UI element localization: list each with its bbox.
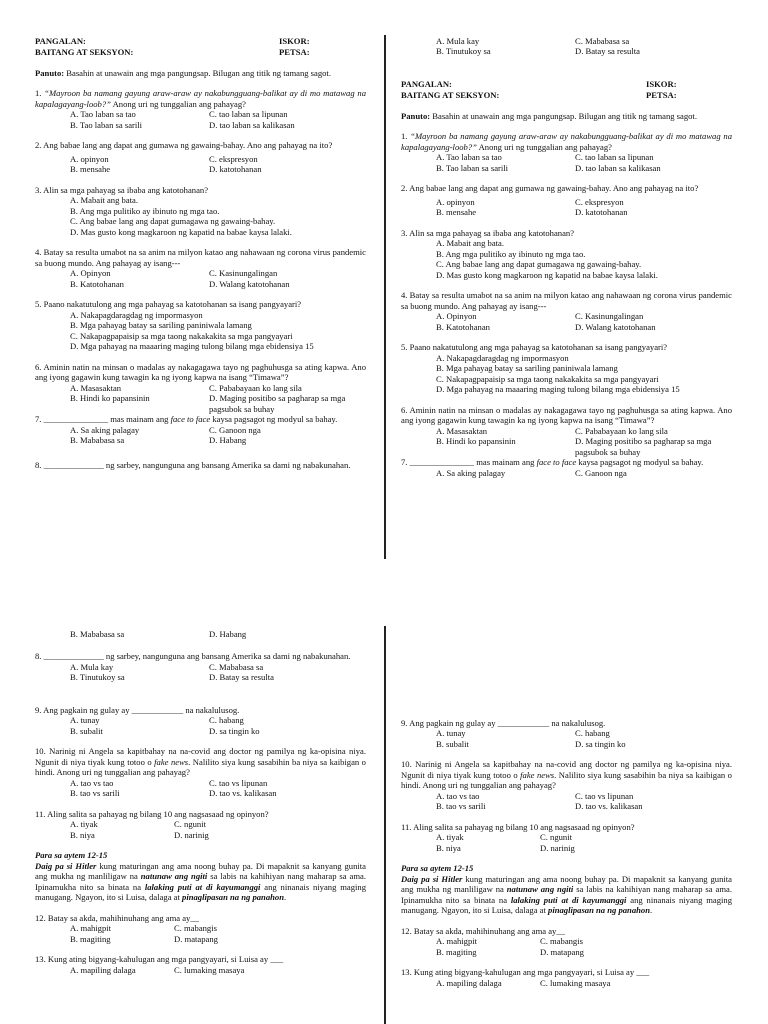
question-6: 6. Aminin natin na minsan o madalas ay nakagagawa tayo ng paghuhusga sa ating kapwa. Ano ang iyong gagawin kung tawagin ka ng iyong kapwa na isang “Timawa”? A. Masasaktan C. Pababayaan ko lang sila B. Hindi ko papansinin D. Maging positibo sa pagharap sa mga pagsubok sa buhay bbox=[35, 362, 366, 414]
option-b[interactable]: B. magiting bbox=[70, 933, 111, 944]
option-d[interactable]: D. Batay sa resulta bbox=[575, 46, 640, 57]
quiz-top-left bbox=[35, 36, 366, 470]
question-11: 11. Aling salita sa pahayag ng bilang 10 ang nagsasaad ng opinyon? A. tiyak C. ngunit B. niya D. narinig bbox=[401, 822, 732, 853]
option-a[interactable]: A. tunay bbox=[436, 728, 466, 739]
option-d[interactable]: D. katotohanan bbox=[575, 207, 628, 218]
name-label: PANGALAN: bbox=[401, 78, 452, 89]
date-label: PETSA: bbox=[646, 89, 677, 100]
option-c[interactable]: C. Kasinungalingan bbox=[209, 268, 278, 279]
option-c[interactable]: C. ekspresyon bbox=[209, 153, 258, 164]
option-c[interactable]: C. Nakapagpapaisip sa mga taong nakakakita sa mga pangyayari bbox=[436, 373, 659, 384]
question-5: 5. Paano nakatutulong ang mga pahayag sa katotohanan sa isang pangyayari? A. Nakapagdaragdag ng impormasyon B. Mga pahayag batay sa sariling paniniwala lamang C. Nakapagpapaisip sa mga taong nakakakita sa mga pangyayari D. Mga pahayag na maaaring maging tulong bilang mga ebidensiya 15 bbox=[35, 299, 366, 351]
option-b[interactable]: B. magiting bbox=[436, 946, 477, 957]
question-4: 4. Batay sa resulta umabot na sa anim na milyon katao ang nahawaan ng corona virus pandemic sa buong mundo. Ang pahayag ay isang--- A. Opinyon C. Kasinungalingan B. Katotohanan D. Walang katotohanan bbox=[35, 247, 366, 289]
option-c[interactable]: C. Mababasa sa bbox=[575, 36, 630, 46]
question-8: 8. ______________ ng sarbey, nangunguna ang bansang Amerika sa dami ng nabakunahan. bbox=[35, 459, 351, 470]
option-d[interactable]: D. Mas gusto kong magkaroon ng kapatid na babae kaysa lalaki. bbox=[70, 226, 292, 237]
question-2: 2. Ang babae lang ang dapat ang gumawa ng gawaing-bahay. Ano ang pahayag na ito? A. opinyon C. ekspresyon B. mensahe D. katotohanan bbox=[35, 140, 366, 174]
option-a[interactable]: A. Sa aking palagay bbox=[436, 467, 506, 478]
header-row-1 bbox=[401, 79, 732, 90]
quiz-bottom-right bbox=[401, 718, 732, 988]
option-a[interactable]: A. Mabait ang bata. bbox=[70, 195, 139, 206]
question-1: 1. “Mayroon ba namang gayung araw-araw ay nakabungguang-balikat ay di mo matawag na kapalagayang-loob?” Anong uri ng tunggalian ang pahayag? A. Tao laban sa tao C. tao laban sa lipunan B. Tao laban sa sarili D. tao laban sa kalikasan bbox=[35, 88, 366, 130]
date-label: PETSA: bbox=[279, 47, 310, 57]
option-a[interactable]: A. mapiling dalaga bbox=[70, 964, 136, 975]
question-4: 4. Batay sa resulta umabot na sa anim na milyon katao ang nahawaan ng corona virus pandemic sa buong mundo. Ang pahayag ay isang--- A. Opinyon C. Kasinungalingan B. Katotohanan D. Walang katotohanan bbox=[401, 290, 732, 332]
question-8: 8. ______________ ng sarbey, nangunguna ang bansang Amerika sa dami ng nabakunahan. A. Mula kay C. Mababasa sa B. Tinutukoy sa D. Batay sa resulta bbox=[35, 651, 366, 682]
question-9: 9. Ang pagkain ng gulay ay ____________ na nakalulusog. A. tunay C. habang B. subalit D. sa tingin ko bbox=[35, 705, 366, 736]
option-d[interactable]: D. matapang bbox=[174, 933, 218, 944]
option-b[interactable]: B. niya bbox=[436, 842, 461, 853]
option-d[interactable]: D. katotohanan bbox=[209, 164, 262, 175]
grade-label: BAITANG AT SEKSYON: bbox=[401, 89, 500, 100]
option-c[interactable]: C. tao laban sa lipunan bbox=[209, 109, 288, 120]
option-c[interactable]: C. lumaking masaya bbox=[174, 964, 245, 975]
option-d[interactable]: D. Walang katotohanan bbox=[575, 321, 656, 332]
option-a[interactable]: A. tao vs tao bbox=[436, 790, 480, 801]
option-a[interactable]: A. Mula kay bbox=[70, 661, 114, 672]
option-d[interactable]: D. tao laban sa kalikasan bbox=[209, 119, 295, 130]
option-d[interactable]: D. Mas gusto kong magkaroon ng kapatid na babae kaysa lalaki. bbox=[436, 269, 658, 280]
option-a[interactable]: A. tunay bbox=[70, 715, 100, 726]
column-divider-bottom bbox=[384, 626, 386, 1024]
option-a[interactable]: A. Tao laban sa tao bbox=[436, 152, 502, 163]
option-c[interactable]: C. tao laban sa lipunan bbox=[575, 152, 654, 163]
option-b[interactable]: B. Ang mga pulitiko ay ibinuto ng mga tao. bbox=[70, 205, 220, 216]
option-a[interactable]: A. tiyak bbox=[70, 819, 98, 830]
quiz-bottom-left bbox=[35, 629, 366, 975]
grade-label: BAITANG AT SEKSYON: bbox=[35, 47, 134, 57]
option-c[interactable]: C. Ang babae lang ang dapat gumagawa ng gawaing-bahay. bbox=[436, 259, 642, 270]
column-divider-top bbox=[384, 35, 386, 559]
option-a[interactable]: A. Masasaktan bbox=[436, 425, 488, 436]
option-c[interactable]: C. habang bbox=[575, 728, 610, 739]
option-d[interactable]: D. Mga pahayag na maaaring maging tulong bilang mga ebidensiya 15 bbox=[436, 384, 680, 395]
option-c[interactable]: C. ekspresyon bbox=[575, 196, 624, 207]
question-13: 13. Kung ating bigyang-kahulugan ang mga pangyayari, si Luisa ay ___ A. mapiling dalaga C. lumaking masaya bbox=[401, 967, 732, 988]
option-b[interactable]: B. Tao laban sa sarili bbox=[70, 119, 143, 130]
option-b[interactable]: B. Hindi ko papansinin bbox=[436, 436, 516, 447]
option-a[interactable]: A. Opinyon bbox=[70, 268, 111, 279]
question-3: 3. Alin sa mga pahayag sa ibaba ang katotohanan? A. Mabait ang bata. B. Ang mga pulitiko ay ibinuto ng mga tao. C. Ang babae lang ang dapat gumagawa ng gawaing-bahay. D. Mas gusto kong magkaroon ng kapatid na babae kaysa lalaki. bbox=[35, 185, 366, 237]
question-12: 12. Batay sa akda, mahihinuhang ang ama ay__ A. mahigpit C. mabangis B. magiting D. matapang bbox=[35, 913, 366, 944]
question-3: 3. Alin sa mga pahayag sa ibaba ang katotohanan? A. Mabait ang bata. B. Ang mga pulitiko ay ibinuto ng mga tao. C. Ang babae lang ang dapat gumagawa ng gawaing-bahay. D. Mas gusto kong magkaroon ng kapatid na babae kaysa lalaki. bbox=[401, 228, 732, 280]
option-b[interactable]: B. Tinutukoy sa bbox=[70, 672, 125, 683]
option-b[interactable]: B. Mababasa sa bbox=[70, 435, 125, 446]
option-a[interactable]: A. Masasaktan bbox=[70, 382, 122, 393]
option-a[interactable]: A. opinyon bbox=[436, 196, 475, 207]
instructions: Panuto: Basahin at unawain ang mga pangungsap. Bilugan ang titik ng tamang sagot. bbox=[401, 110, 697, 121]
option-c[interactable]: C. mabangis bbox=[540, 936, 583, 947]
question-13: 13. Kung ating bigyang-kahulugan ang mga pangyayari, si Luisa ay ___ A. mapiling dalaga C. lumaking masaya bbox=[35, 954, 366, 975]
option-a[interactable]: A. Tao laban sa tao bbox=[70, 109, 136, 120]
question-10: 10. Narinig ni Angela sa kapitbahay na na-covid ang doctor ng pamilya ng ka-opisina niya. Ngunit di niya tiyak kung totoo o fake news. Nalilito siya kung sasabihin ba niya sa kaibigan o hindi. Anong uri ng tunggalian ang pahayag? A. tao vs tao C. tao vs lipunan B. tao vs sarili D. tao vs. kalikasan bbox=[35, 746, 366, 799]
option-a[interactable]: A. tao vs tao bbox=[70, 777, 114, 788]
option-b[interactable]: B. Mga pahayag batay sa sariling paniniwala lamang bbox=[70, 320, 252, 331]
option-a[interactable]: A. Sa aking palagay bbox=[70, 424, 140, 435]
instructions: Panuto: Basahin at unawain ang mga pangungsap. Bilugan ang titik ng tamang sagot. bbox=[35, 68, 331, 78]
option-c[interactable]: C. mabangis bbox=[174, 923, 217, 934]
score-label: ISKOR: bbox=[279, 36, 310, 46]
reading-passage: Para sa aytem 12-15 Daig pa si Hitler kung maturingan ang ama noong buhay pa. Di mapaknit sa kanyang gunita ang mukha ng manliligaw na natunaw ang ngiti sa labis na kahihiyan nang maharap sa ama. Ipinamukha nito sa binata na lalaking puti at di kayumanggi ang ninanais niyang maging manugang. Ngayon, ito si Luisa, dalaga at pinaglipasan na ng panahon. bbox=[35, 850, 366, 903]
option-c[interactable]: C. Ganoon nga bbox=[209, 424, 261, 435]
question-1: 1. “Mayroon ba namang gayung araw-araw ay nakabungguang-balikat ay di mo matawag na kapalagayang-loob?” Anong uri ng tunggalian ang pahayag? A. Tao laban sa tao C. tao laban sa lipunan B. Tao laban sa sarili D. tao laban sa kalikasan bbox=[401, 131, 732, 173]
option-a[interactable]: A. Nakapagdaragdag ng impormasyon bbox=[436, 352, 569, 363]
option-a[interactable]: A. mapiling dalaga bbox=[436, 977, 502, 988]
question-6: 6. Aminin natin na minsan o madalas ay nakagagawa tayo ng paghuhusga sa ating kapwa. Ano ang iyong gagawin kung tawagin ka ng iyong kapwa na isang “Timawa”? A. Masasaktan C. Pababayaan ko lang sila B. Hindi ko papansinin D. Maging positibo sa pagharap sa mga pagsubok sa buhay bbox=[401, 405, 732, 457]
option-b[interactable]: B. Katotohanan bbox=[436, 321, 490, 332]
option-c[interactable]: C. ngunit bbox=[174, 819, 206, 830]
option-d[interactable]: D. sa tingin ko bbox=[209, 725, 260, 736]
quiz-top-right bbox=[401, 36, 732, 478]
name-label: PANGALAN: bbox=[35, 36, 86, 46]
option-d[interactable]: D. Maging positibo sa pagharap sa mga pagsubok sa buhay bbox=[575, 436, 712, 457]
option-a[interactable]: A. Opinyon bbox=[436, 311, 477, 322]
header-row-1 bbox=[35, 36, 366, 47]
option-c[interactable]: C. Kasinungalingan bbox=[575, 311, 644, 322]
question-11: 11. Aling salita sa pahayag ng bilang 10 ang nagsasaad ng opinyon? A. tiyak C. ngunit B. niya D. narinig bbox=[35, 809, 366, 840]
option-c[interactable]: C. habang bbox=[209, 715, 244, 726]
option-d[interactable]: D. Walang katotohanan bbox=[209, 278, 290, 289]
option-b[interactable]: B. Hindi ko papansinin bbox=[70, 393, 150, 404]
reading-passage: Para sa aytem 12-15 Daig pa si Hitler kung maturingan ang ama noong buhay pa. Di mapaknit sa kanyang gunita ang mukha ng manliligaw na natunaw ang ngiti sa labis na kahihiyan nang maharap sa ama. Ipinamukha nito sa binata na lalaking puti at di kayumanggi ang ninanais niyang maging manugang. Ngayon, ito si Luisa, dalaga at pinaglipasan na ng panahon. bbox=[401, 863, 732, 916]
option-b[interactable]: B. niya bbox=[70, 829, 95, 840]
option-a[interactable]: A. mahigpit bbox=[70, 923, 112, 934]
question-5: 5. Paano nakatutulong ang mga pahayag sa katotohanan sa isang pangyayari? A. Nakapagdaragdag ng impormasyon B. Mga pahayag batay sa sariling paniniwala lamang C. Nakapagpapaisip sa mga taong nakakakita sa mga pangyayari D. Mga pahayag na maaaring maging tulong bilang mga ebidensiya 15 bbox=[401, 342, 732, 394]
question-9: 9. Ang pagkain ng gulay ay ____________ na nakalulusog. A. tunay C. habang B. subalit D. sa tingin ko bbox=[401, 718, 732, 749]
option-c[interactable]: C. ngunit bbox=[540, 832, 572, 843]
option-c[interactable]: C. Pababayaan ko lang sila bbox=[575, 425, 668, 436]
option-b[interactable]: B. Katotohanan bbox=[70, 278, 124, 289]
option-b[interactable]: B. mensahe bbox=[436, 207, 477, 218]
option-a[interactable]: A. Nakapagdaragdag ng impormasyon bbox=[70, 309, 203, 320]
option-d[interactable]: D. Habang bbox=[209, 629, 247, 639]
question-7: 7. _______________ mas mainam ang face to face kaysa pagsagot ng modyul sa bahay. A. Sa aking palagay C. Ganoon nga bbox=[401, 457, 732, 478]
option-d[interactable]: D. matapang bbox=[540, 946, 584, 957]
option-b[interactable]: B. Tao laban sa sarili bbox=[436, 162, 509, 173]
option-c[interactable]: C. tao vs lipunan bbox=[575, 790, 634, 801]
option-a[interactable]: A. Mula kay bbox=[436, 36, 480, 46]
option-d[interactable]: D. Mga pahayag na maaaring maging tulong bilang mga ebidensiya 15 bbox=[70, 341, 314, 352]
option-b[interactable]: B. subalit bbox=[70, 725, 103, 736]
option-d[interactable]: D. tao vs. kalikasan bbox=[575, 801, 643, 812]
option-b[interactable]: B. Mga pahayag batay sa sariling paniniwala lamang bbox=[436, 363, 618, 374]
option-c[interactable]: C. Ganoon nga bbox=[575, 467, 627, 478]
option-d[interactable]: D. sa tingin ko bbox=[575, 738, 626, 749]
option-d[interactable]: D. Maging positibo sa pagharap sa mga pagsubok sa buhay bbox=[209, 393, 346, 414]
option-c[interactable]: C. Ang babae lang ang dapat gumagawa ng gawaing-bahay. bbox=[70, 216, 276, 227]
option-c[interactable]: C. Pababayaan ko lang sila bbox=[209, 382, 302, 393]
option-a[interactable]: A. opinyon bbox=[70, 153, 109, 164]
option-d[interactable]: D. narinig bbox=[540, 842, 575, 853]
option-a[interactable]: A. tiyak bbox=[436, 832, 464, 843]
option-a[interactable]: A. mahigpit bbox=[436, 936, 478, 947]
option-b[interactable]: B. Tinutukoy sa bbox=[436, 46, 491, 57]
option-c[interactable]: C. Nakapagpapaisip sa mga taong nakakakita sa mga pangyayari bbox=[70, 330, 293, 341]
option-b[interactable]: B. mensahe bbox=[70, 164, 111, 175]
option-d[interactable]: D. tao laban sa kalikasan bbox=[575, 162, 661, 173]
header-row-2 bbox=[401, 90, 732, 101]
question-7: 7. _______________ mas mainam ang face to face kaysa pagsagot ng modyul sa bahay. A. Sa aking palagay C. Ganoon nga B. Mababasa sa D. Habang bbox=[35, 414, 366, 445]
option-d[interactable]: D. Batay sa resulta bbox=[209, 672, 274, 683]
option-b[interactable]: B. tao vs sarili bbox=[436, 801, 486, 812]
option-c[interactable]: C. Mababasa sa bbox=[209, 661, 264, 672]
option-b[interactable]: B. Mababasa sa bbox=[70, 629, 125, 639]
option-a[interactable]: A. Mabait ang bata. bbox=[436, 238, 505, 249]
score-label: ISKOR: bbox=[646, 78, 677, 89]
option-d[interactable]: D. Habang bbox=[209, 435, 247, 446]
option-b[interactable]: B. Ang mga pulitiko ay ibinuto ng mga tao. bbox=[436, 248, 586, 259]
option-c[interactable]: C. tao vs lipunan bbox=[209, 777, 268, 788]
question-12: 12. Batay sa akda, mahihinuhang ang ama ay__ A. mahigpit C. mabangis B. magiting D. matapang bbox=[401, 926, 732, 957]
question-2: 2. Ang babae lang ang dapat ang gumawa ng gawaing-bahay. Ano ang pahayag na ito? A. opinyon C. ekspresyon B. mensahe D. katotohanan bbox=[401, 183, 732, 217]
option-c[interactable]: C. lumaking masaya bbox=[540, 977, 611, 988]
option-b[interactable]: B. tao vs sarili bbox=[70, 788, 120, 799]
question-10: 10. Narinig ni Angela sa kapitbahay na na-covid ang doctor ng pamilya ng ka-opisina niya. Ngunit di niya tiyak kung totoo o fake news. Nalilito siya kung sasabihin ba niya sa kaibigan o hindi. Anong uri ng tunggalian ang pahayag? A. tao vs tao C. tao vs lipunan B. tao vs sarili D. tao vs. kalikasan bbox=[401, 759, 732, 812]
option-b[interactable]: B. subalit bbox=[436, 738, 469, 749]
option-d[interactable]: D. narinig bbox=[174, 829, 209, 840]
header-row-2 bbox=[35, 47, 366, 58]
option-d[interactable]: D. tao vs. kalikasan bbox=[209, 788, 277, 799]
